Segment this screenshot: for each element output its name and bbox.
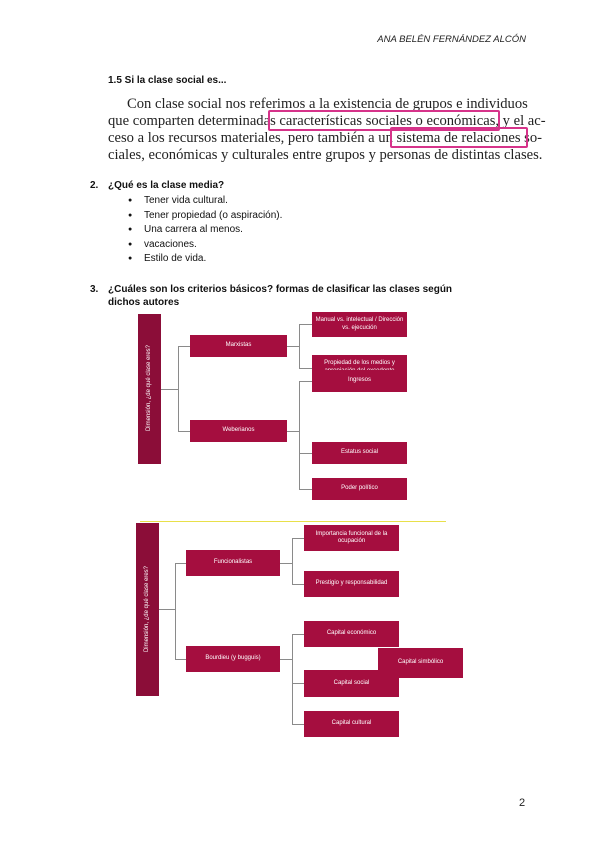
connector <box>175 563 186 564</box>
connector <box>175 659 186 660</box>
connector <box>175 563 176 659</box>
leaf-box: Prestigio y responsabilidad <box>304 571 399 597</box>
leaf-box: Ingresos <box>312 370 407 392</box>
connector <box>287 346 299 347</box>
connector <box>299 324 300 368</box>
leaf-box: Poder político <box>312 478 407 500</box>
paragraph-line-3: ceso a los recursos materiales, pero también a un sistema de relaciones so- <box>108 130 543 146</box>
paragraph-line-2: que comparten determinadas características sociales o económicas, y el ac- <box>108 113 546 129</box>
question-title: ¿Qué es la clase media? <box>108 180 225 191</box>
connector <box>292 683 304 684</box>
leaf-box: Manual vs. intelectual / Dirección vs. ejecución <box>312 312 407 337</box>
connector <box>299 381 300 489</box>
connector <box>299 368 312 369</box>
leaf-box: Capital cultural <box>304 711 399 737</box>
connector <box>287 431 299 432</box>
question-number: 3. <box>90 284 99 295</box>
connector <box>299 453 312 454</box>
leaf-box: Capital económico <box>304 621 399 647</box>
list-item: ● Una carrera al menos. <box>144 223 282 238</box>
leaf-box: Importancia funcional de la ocupación <box>304 525 399 551</box>
highlight-box <box>390 127 528 148</box>
paragraph-line-4: ciales, económicas y culturales entre grupos y personas de distintas clases. <box>108 147 543 163</box>
connector <box>161 389 178 390</box>
connector <box>178 346 190 347</box>
branch-box: Funcionalistas <box>186 550 280 576</box>
connector <box>280 563 292 564</box>
list-item: ● Estilo de vida. <box>144 252 282 267</box>
connector <box>159 609 175 610</box>
question-title: ¿Cuáles son los criterios básicos? formas de clasificar las clases según <box>108 284 453 295</box>
connector <box>292 538 293 584</box>
connector <box>299 381 312 382</box>
leaf-box: Estatus social <box>312 442 407 464</box>
list-item: ● Tener vida cultural. <box>144 194 282 209</box>
page-number: 2 <box>519 797 526 809</box>
question-title-cont: dichos autores <box>108 297 180 308</box>
diagram-root-label: Dimensión, ¿de qué clase eres? <box>146 344 152 432</box>
leaf-box: Capital social <box>304 670 399 697</box>
leaf-box: Capital simbólico <box>378 648 463 678</box>
list-item: ● Tener propiedad (o aspiración). <box>144 209 282 224</box>
connector <box>280 659 292 660</box>
list-item: ● vacaciones. <box>144 238 282 253</box>
connector <box>299 324 312 325</box>
leaf-box: Propiedad de los medios y <box>312 355 407 380</box>
connector <box>292 634 293 724</box>
author-header: ANA BELÉN FERNÁNDEZ ALCÓN <box>377 34 526 45</box>
connector <box>178 431 190 432</box>
question-number: 2. <box>90 180 99 191</box>
section-title: 1.5 Si la clase social es... <box>108 75 227 86</box>
bullet-list <box>144 194 282 267</box>
branch-box: Weberianos <box>190 420 287 442</box>
connector <box>292 724 304 725</box>
branch-box: Bourdieu (y bugguis) <box>186 646 280 672</box>
connector <box>292 584 304 585</box>
connector <box>292 634 304 635</box>
connector <box>292 538 304 539</box>
connector <box>178 346 179 431</box>
paragraph-line-1: Con clase social nos referimos a la existencia de grupos e individuos <box>127 96 528 112</box>
connector <box>299 489 312 490</box>
branch-box: Marxistas <box>190 335 287 357</box>
diagram-root-label: Dimensión, ¿de qué clase eres? <box>144 565 150 653</box>
divider-line <box>140 521 446 522</box>
